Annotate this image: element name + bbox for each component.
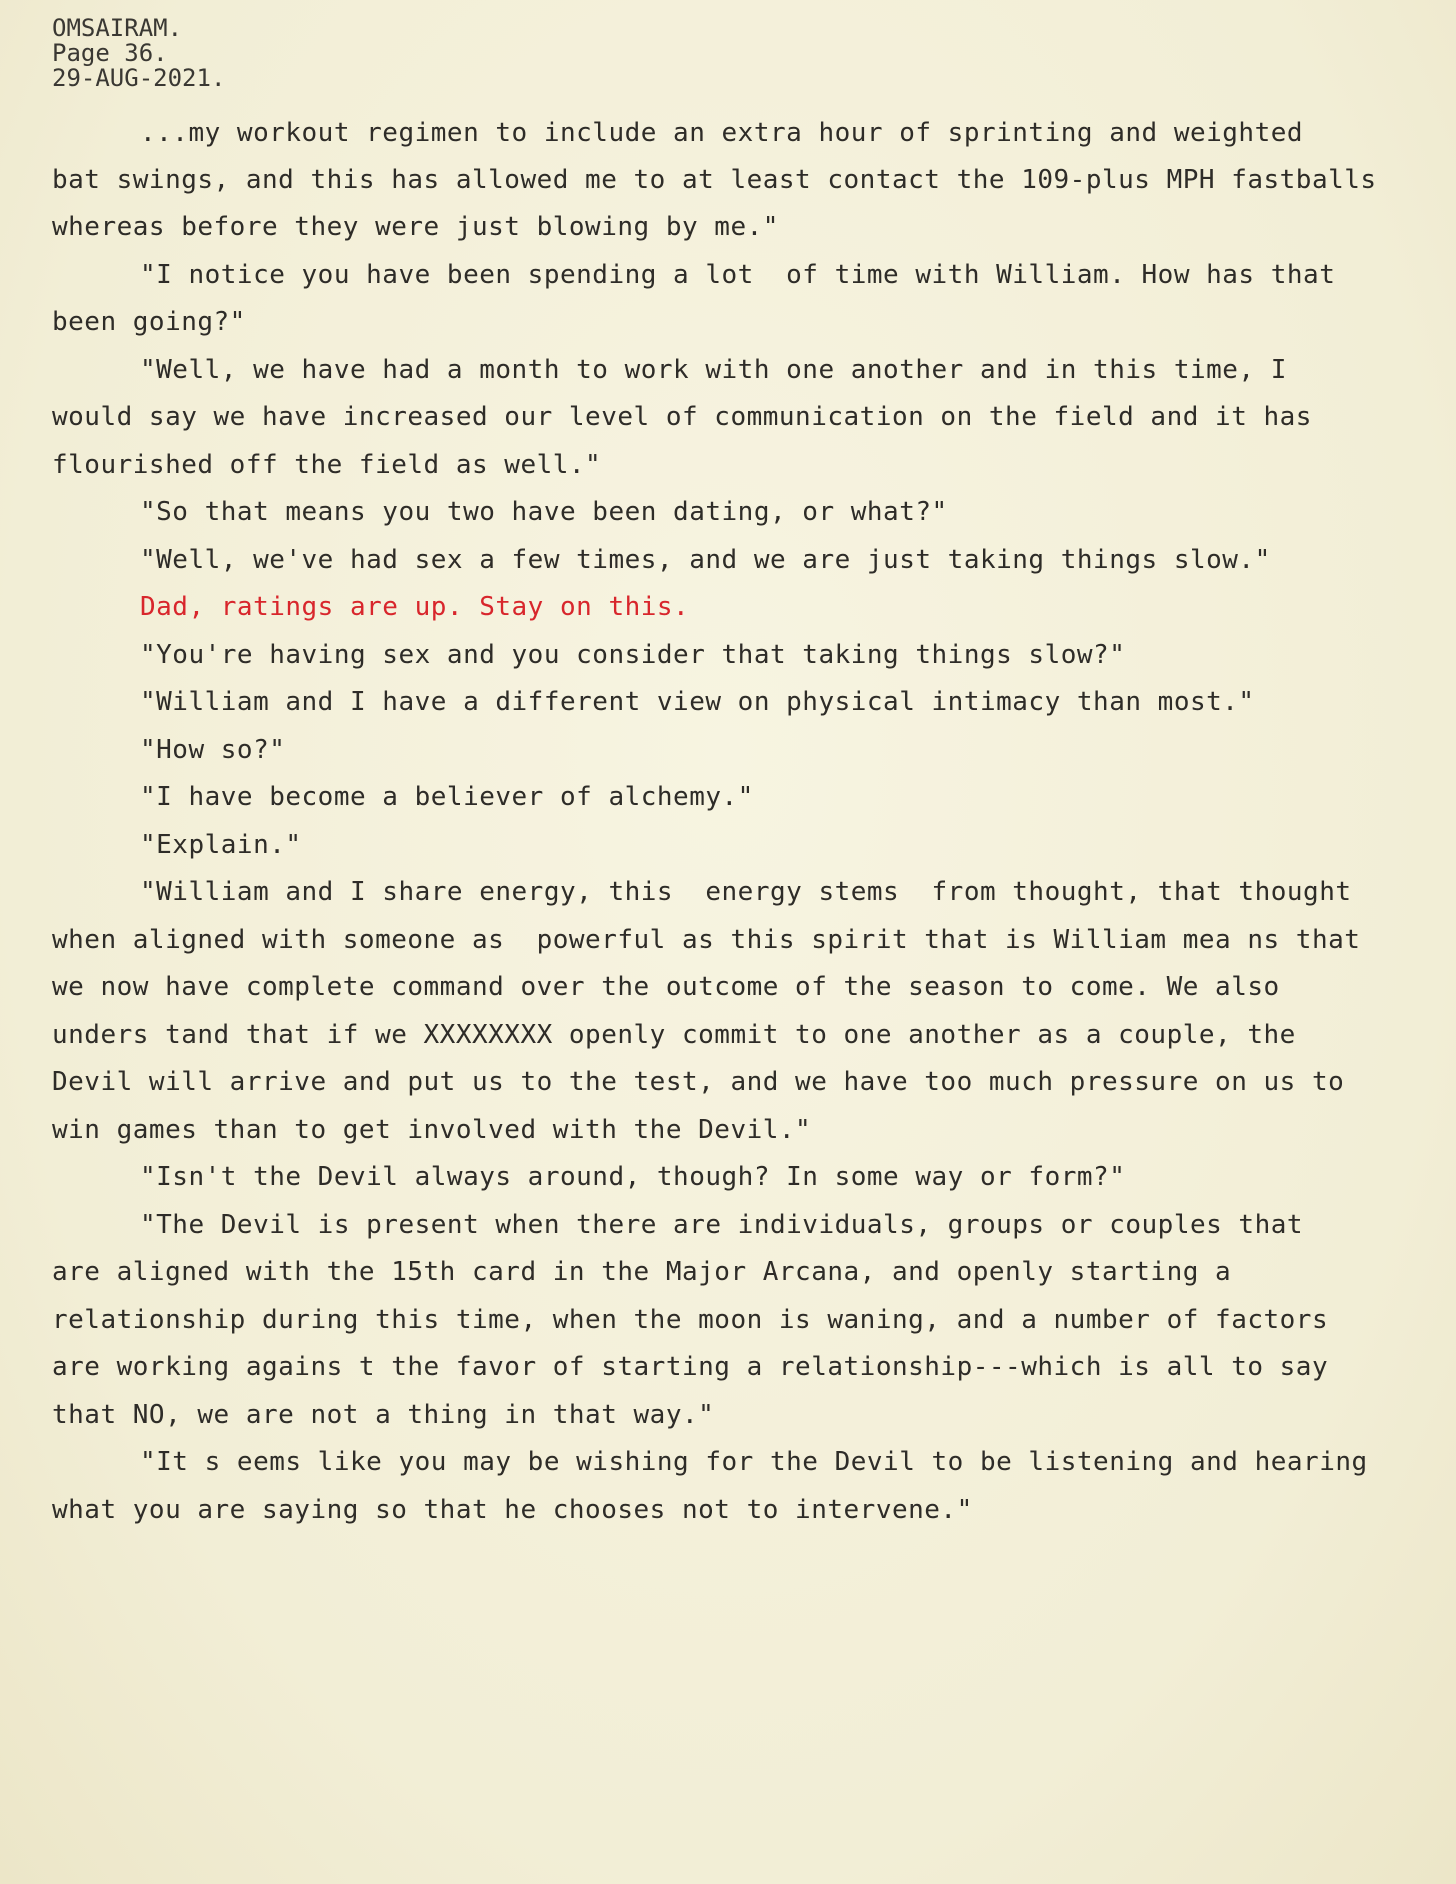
header-date: 29-AUG-2021. bbox=[52, 64, 226, 92]
text-line: are working agains t the favor of starting a relationship---which is all to say bbox=[52, 1352, 1329, 1382]
text-line: relationship during this time, when the moon is waning, and a number of factors bbox=[52, 1305, 1329, 1335]
header-page-number: Page 36. bbox=[52, 39, 168, 67]
red-ink-note: Dad, ratings are up. Stay on this. bbox=[140, 592, 690, 622]
text-line: "Explain." bbox=[140, 830, 302, 860]
text-line: "How so?" bbox=[140, 735, 286, 765]
text-line: "William and I have a different view on physical intimacy than most." bbox=[140, 687, 1255, 717]
text-line: what you are saying so that he chooses not to intervene." bbox=[52, 1495, 973, 1525]
text-line: bat swings, and this has allowed me to at least contact the 109-plus MPH fastballs bbox=[52, 165, 1377, 195]
text-line: ...my workout regimen to include an extra hour of sprinting and weighted bbox=[140, 118, 1304, 148]
text-line: when aligned with someone as powerful as this spirit that is William mea ns that bbox=[52, 925, 1361, 955]
text-line: "The Devil is present when there are individuals, groups or couples that bbox=[140, 1210, 1304, 1240]
text-line: "Well, we've had sex a few times, and we are just taking things slow." bbox=[140, 545, 1271, 575]
text-line: "Isn't the Devil always around, though? In some way or form?" bbox=[140, 1162, 1126, 1192]
page-header bbox=[52, 16, 225, 91]
text-line: Devil will arrive and put us to the test, and we have too much pressure on us to bbox=[52, 1067, 1345, 1097]
text-line: are aligned with the 15th card in the Major Arcana, and openly starting a bbox=[52, 1257, 1232, 1287]
text-line: "It s eems like you may be wishing for the Devil to be listening and hearing bbox=[140, 1447, 1368, 1477]
text-line: "You're having sex and you consider that taking things slow?" bbox=[140, 640, 1126, 670]
text-line: "I notice you have been spending a lot of time with William. How has that bbox=[140, 260, 1336, 290]
header-omsairam: OMSAIRAM. bbox=[52, 14, 183, 42]
text-line: unders tand that if we XXXXXXXX openly commit to one another as a couple, the bbox=[52, 1020, 1296, 1050]
text-line: "So that means you two have been dating, or what?" bbox=[140, 497, 948, 527]
text-line: win games than to get involved with the Devil." bbox=[52, 1115, 812, 1145]
text-line: would say we have increased our level of communication on the field and it has bbox=[52, 402, 1312, 432]
text-line: "Well, we have had a month to work with one another and in this time, I bbox=[140, 355, 1287, 385]
text-line: we now have complete command over the outcome of the season to come. We also bbox=[52, 972, 1280, 1002]
text-line: "I have become a believer of alchemy." bbox=[140, 782, 754, 812]
text-line: whereas before they were just blowing by me." bbox=[52, 212, 779, 242]
text-line: flourished off the field as well." bbox=[52, 450, 602, 480]
text-line: been going?" bbox=[52, 307, 246, 337]
text-line: "William and I share energy, this energy stems from thought, that thought bbox=[140, 877, 1352, 907]
text-line: that NO, we are not a thing in that way." bbox=[52, 1400, 715, 1430]
